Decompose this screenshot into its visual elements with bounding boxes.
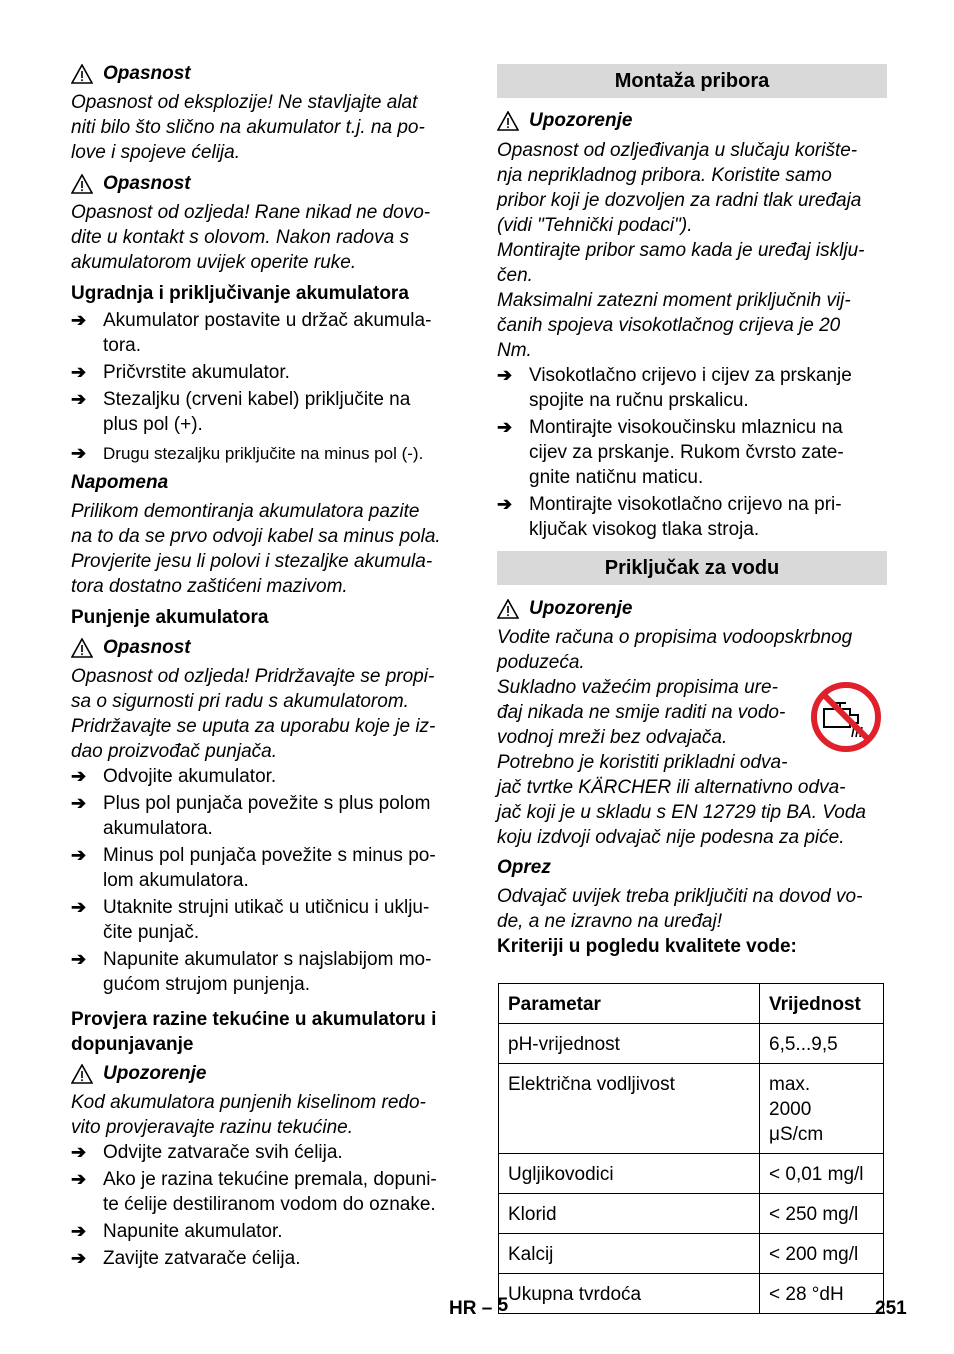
list-item: ➔ Pričvrstite akumulator.: [71, 362, 290, 383]
section-header-accessories: Montaža pribora: [497, 64, 887, 98]
arrow-right-icon: ➔: [71, 845, 87, 865]
list-item: ➔ Minus pol punjača povežite s minus po- lom akumulatora.: [71, 845, 436, 891]
table-header-row: [499, 984, 884, 1024]
list-item: ➔ Ako je razina tekućine premala, dopuni- te ćelije destiliranom vodom do oznake.: [71, 1169, 437, 1215]
list-item: ➔ Odvojite akumulator.: [71, 766, 277, 787]
table-cell: Ukupna tvrdoća: [499, 1274, 760, 1314]
list-item: ➔ Zavijte zatvarače ćelija.: [71, 1248, 301, 1269]
footer-section-label: HR – 5: [449, 1295, 509, 1319]
arrow-right-icon: ➔: [71, 362, 87, 382]
warning-text-water: Vodite računa o propisima vodoopskrbnog poduzeća. Sukladno važećim propisima ure- đaj nikada ne smije raditi na vodo- vodnoj mreži bez odvajača. Potrebno je koristiti prikladni odva- jač tvrtke KÄRCHER ili alternativno odva- jač koji je u skladu s EN 12729 tip BA. Voda koju izdvoji odvajač nije podesna za piće.: [497, 627, 866, 848]
arrow-right-icon: ➔: [71, 766, 87, 786]
list-item: ➔ Plus pol punjača povežite s plus polom akumulatora.: [71, 793, 431, 839]
table-cell: Električna vodljivost: [499, 1064, 760, 1154]
arrow-right-icon: ➔: [71, 793, 87, 813]
danger-heading-3: Opasnost: [71, 635, 461, 660]
note-text: Prilikom demontiranja akumulatora pazite na to da se prvo odvoji kabel sa minus pola. Provjerite jesu li polovi i stezaljke akumula- tora dostatno zaštićeni mazivom.: [71, 501, 441, 597]
warning-icon: [71, 64, 93, 84]
warning-heading-accessories: Upozorenje: [497, 108, 887, 133]
caution-text: Odvajač uvijek treba priključiti na dovod vo- de, a ne izravno na uređaj!: [497, 886, 863, 932]
danger-heading-1: Opasnost: [71, 61, 461, 86]
caution-heading: Oprez: [497, 857, 551, 878]
no-drinking-water-icon: [810, 681, 882, 753]
table-cell: pH-vrijednost: [499, 1024, 760, 1064]
arrow-right-icon: ➔: [71, 310, 87, 330]
danger-heading-2: Opasnost: [71, 171, 461, 196]
warning-text-left: Kod akumulatora punjenih kiselinom redo- vito provjeravajte razinu tekućine.: [71, 1092, 426, 1138]
section-title-fluid: Provjera razine tekućine u akumulatoru i dopunjavanje: [71, 1009, 437, 1055]
list-item: ➔ Akumulator postavite u držač akumula- tora.: [71, 310, 432, 356]
list-item: ➔ Napunite akumulator s najslabijom mo- gućom strujom punjenja.: [71, 949, 432, 995]
note-heading: Napomena: [71, 472, 169, 493]
warning-icon: [71, 638, 93, 658]
table-cell: Kalcij: [499, 1234, 760, 1274]
accessory-steps: [497, 363, 887, 542]
table-cell: Klorid: [499, 1194, 760, 1234]
list-item: ➔ Drugu stezaljku priključite na minus pol (-).: [71, 441, 461, 466]
list-item: ➔ Visokotlačno crijevo i cijev za prskanje spojite na ručnu prskalicu.: [497, 365, 852, 411]
arrow-right-icon: ➔: [497, 494, 513, 514]
section-title-charging: Punjenje akumulatora: [71, 607, 269, 628]
table-cell: Ugljikovodici: [499, 1154, 760, 1194]
table-row: [499, 1234, 884, 1274]
table-row: [499, 1274, 884, 1314]
table-cell: < 250 mg/l: [760, 1194, 884, 1234]
arrow-right-icon: ➔: [71, 389, 87, 409]
arrow-right-icon: ➔: [71, 443, 87, 463]
section-title-install: Ugradnja i priključivanje akumulatora: [71, 283, 409, 304]
table-row: [499, 1154, 884, 1194]
warning-icon: [497, 111, 519, 131]
table-header-cell: Vrijednost: [760, 984, 884, 1024]
table-header-cell: Parametar: [499, 984, 760, 1024]
install-steps: [71, 308, 461, 466]
warning-icon: [71, 174, 93, 194]
charging-steps: [71, 764, 461, 997]
water-quality-title: Kriteriji u pogledu kvalitete vode:: [497, 936, 797, 957]
arrow-right-icon: ➔: [71, 1248, 87, 1268]
water-quality-table: [498, 983, 884, 1314]
arrow-right-icon: ➔: [71, 949, 87, 969]
list-item: ➔ Utaknite strujni utikač u utičnicu i uklju- čite punjač.: [71, 897, 430, 943]
arrow-right-icon: ➔: [71, 897, 87, 917]
table-cell: 6,5...9,5: [760, 1024, 884, 1064]
warning-text-accessories: Opasnost od ozljeđivanja u slučaju korište- nja neprikladnog pribora. Koristite samo pribor koji je dozvoljen za radni tlak uređaja (vidi "Tehnički podaci"). Montirajte pribor samo kada je uređaj isklju- čen. Maksimalni zatezni moment priključnih vij- čanih spojeva visokotlačnog crijeva je 20 Nm.: [497, 140, 865, 361]
warning-heading-water: Upozorenje: [497, 596, 887, 621]
warning-heading-left: Upozorenje: [71, 1061, 461, 1086]
table-row: [499, 1194, 884, 1234]
warning-icon: [71, 1064, 93, 1084]
arrow-right-icon: ➔: [71, 1142, 87, 1162]
arrow-right-icon: ➔: [71, 1221, 87, 1241]
danger-text-1: Opasnost od eksplozije! Ne stavljajte alat niti bilo što slično na akumulator t.j. na po- love i spojeve ćelija.: [71, 92, 425, 163]
page-number: 251: [875, 1298, 907, 1319]
table-cell: < 200 mg/l: [760, 1234, 884, 1274]
list-item: ➔ Napunite akumulator.: [71, 1221, 283, 1242]
danger-text-2: Opasnost od ozljeda! Rane nikad ne dovo- dite u kontakt s olovom. Nakon radova s akumulatorom uvijek operite ruke.: [71, 202, 431, 273]
arrow-right-icon: ➔: [497, 365, 513, 385]
table-cell: < 0,01 mg/l: [760, 1154, 884, 1194]
warning-icon: [497, 599, 519, 619]
danger-text-3: Opasnost od ozljeda! Pridržavajte se propi- sa o sigurnosti pri radu s akumulatorom. Pridržavajte se uputa za uporabu koje je iz- dao proizvođač punjača.: [71, 666, 436, 762]
arrow-right-icon: ➔: [71, 1169, 87, 1189]
table-row: [499, 1024, 884, 1064]
list-item: ➔ Stezaljku (crveni kabel) priključite na plus pol (+).: [71, 389, 411, 435]
list-item: ➔ Montirajte visokotlačno crijevo na pri- ključak visokog tlaka stroja.: [497, 494, 842, 540]
list-item: ➔ Odvijte zatvarače svih ćelija.: [71, 1142, 343, 1163]
fluid-steps: [71, 1140, 461, 1271]
arrow-right-icon: ➔: [497, 417, 513, 437]
table-row: [499, 1064, 884, 1154]
section-header-water: Priključak za vodu: [497, 551, 887, 585]
list-item: ➔ Montirajte visokoučinsku mlaznicu na cijev za prskanje. Rukom čvrsto zate- gnite natičnu maticu.: [497, 417, 844, 488]
table-cell: max. 2000 μS/cm: [760, 1064, 884, 1154]
table-cell: < 28 °dH: [760, 1274, 884, 1314]
